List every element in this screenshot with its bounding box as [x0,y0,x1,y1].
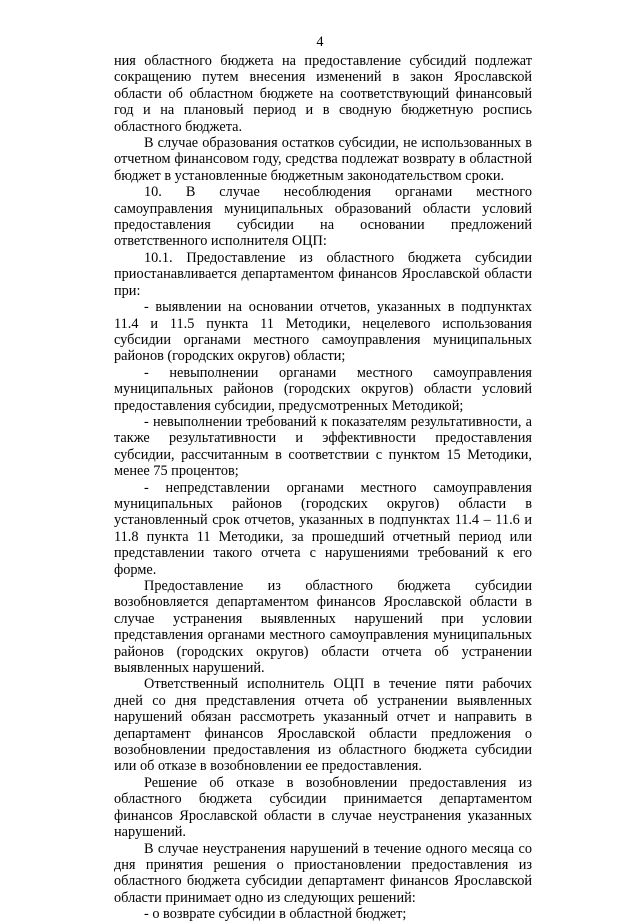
paragraph: Решение об отказе в возобновлении предоставления из областного бюджета субсидии принимается департаментом финансов Ярославской области в случае неустранения указанных нарушений. [114,774,532,841]
paragraph: 10.1. Предоставление из областного бюджета субсидии приостанавливается департаментом финансов Ярославской области при: [114,249,532,299]
paragraph: В случае неустранения нарушений в течение одного месяца со дня принятия решения о приостановлении предоставления из областного бюджета субсидии департамент финансов Ярославской области принимает одно из следующих решений: [114,840,532,906]
paragraph: - невыполнении органами местного самоуправления муниципальных районов (городских округов) области условий предоставления субсидии, предусмотренных Методикой; [114,364,532,414]
paragraph: В случае образования остатков субсидии, не использованных в отчетном финансовом году, средства подлежат возврату в областной бюджет в установленные бюджетным законодательством сроки. [114,135,532,184]
paragraph: - непредставлении органами местного самоуправления муниципальных районов (городских округов) области в установленный срок отчетов, указанных в подпунктах 11.4 – 11.6 и 11.8 пункта 11 Методики, за прошедший отчетный период или представлении такого отчета с нарушениями требований к его форме. [114,479,532,578]
document-body [114,53,532,923]
page-number: 4 [316,34,324,50]
paragraph: 10. В случае несоблюдения органами местного самоуправления муниципальных образований области условий предоставления субсидии на основании предложений ответственного исполнителя ОЦП: [114,184,532,250]
paragraph: Предоставление из областного бюджета субсидии возобновляется департаментом финансов Ярославской области в случае устранения выявленных нарушений при условии представления органами местного самоуправления муниципальных районов (городских округов) области отчета об устранении выявленных нарушений. [114,578,532,677]
paragraph: - о возврате субсидии в областной бюджет; [144,906,407,923]
paragraph: - невыполнении требований к показателям результативности, а также результативности и эффективности предоставления субсидии, рассчитанным в соответствии с пунктом 15 Методики, менее 75 процентов; [114,413,532,480]
paragraph: - выявлении на основании отчетов, указанных в подпунктах 11.4 и 11.5 пункта 11 Методики, нецелевого использования субсидии органами местного самоуправления муниципальных районов (городских округов) области; [114,299,532,365]
paragraph: ния областного бюджета на предоставление субсидий подлежат сокращению путем внесения изменений в закон Ярославской области об областном бюджете на соответствующий финансовый год и на плановый период и в сводную бюджетную роспись областного бюджета. [114,53,532,135]
paragraph: Ответственный исполнитель ОЦП в течение пяти рабочих дней со дня представления отчета об устранении выявленных нарушений обязан рассмотреть указанный отчет и направить в департамент финансов Ярославской области предложения о возобновлении предоставления из областного бюджета субсидии или об отказе в возобновлении ее предоставления. [114,676,532,775]
